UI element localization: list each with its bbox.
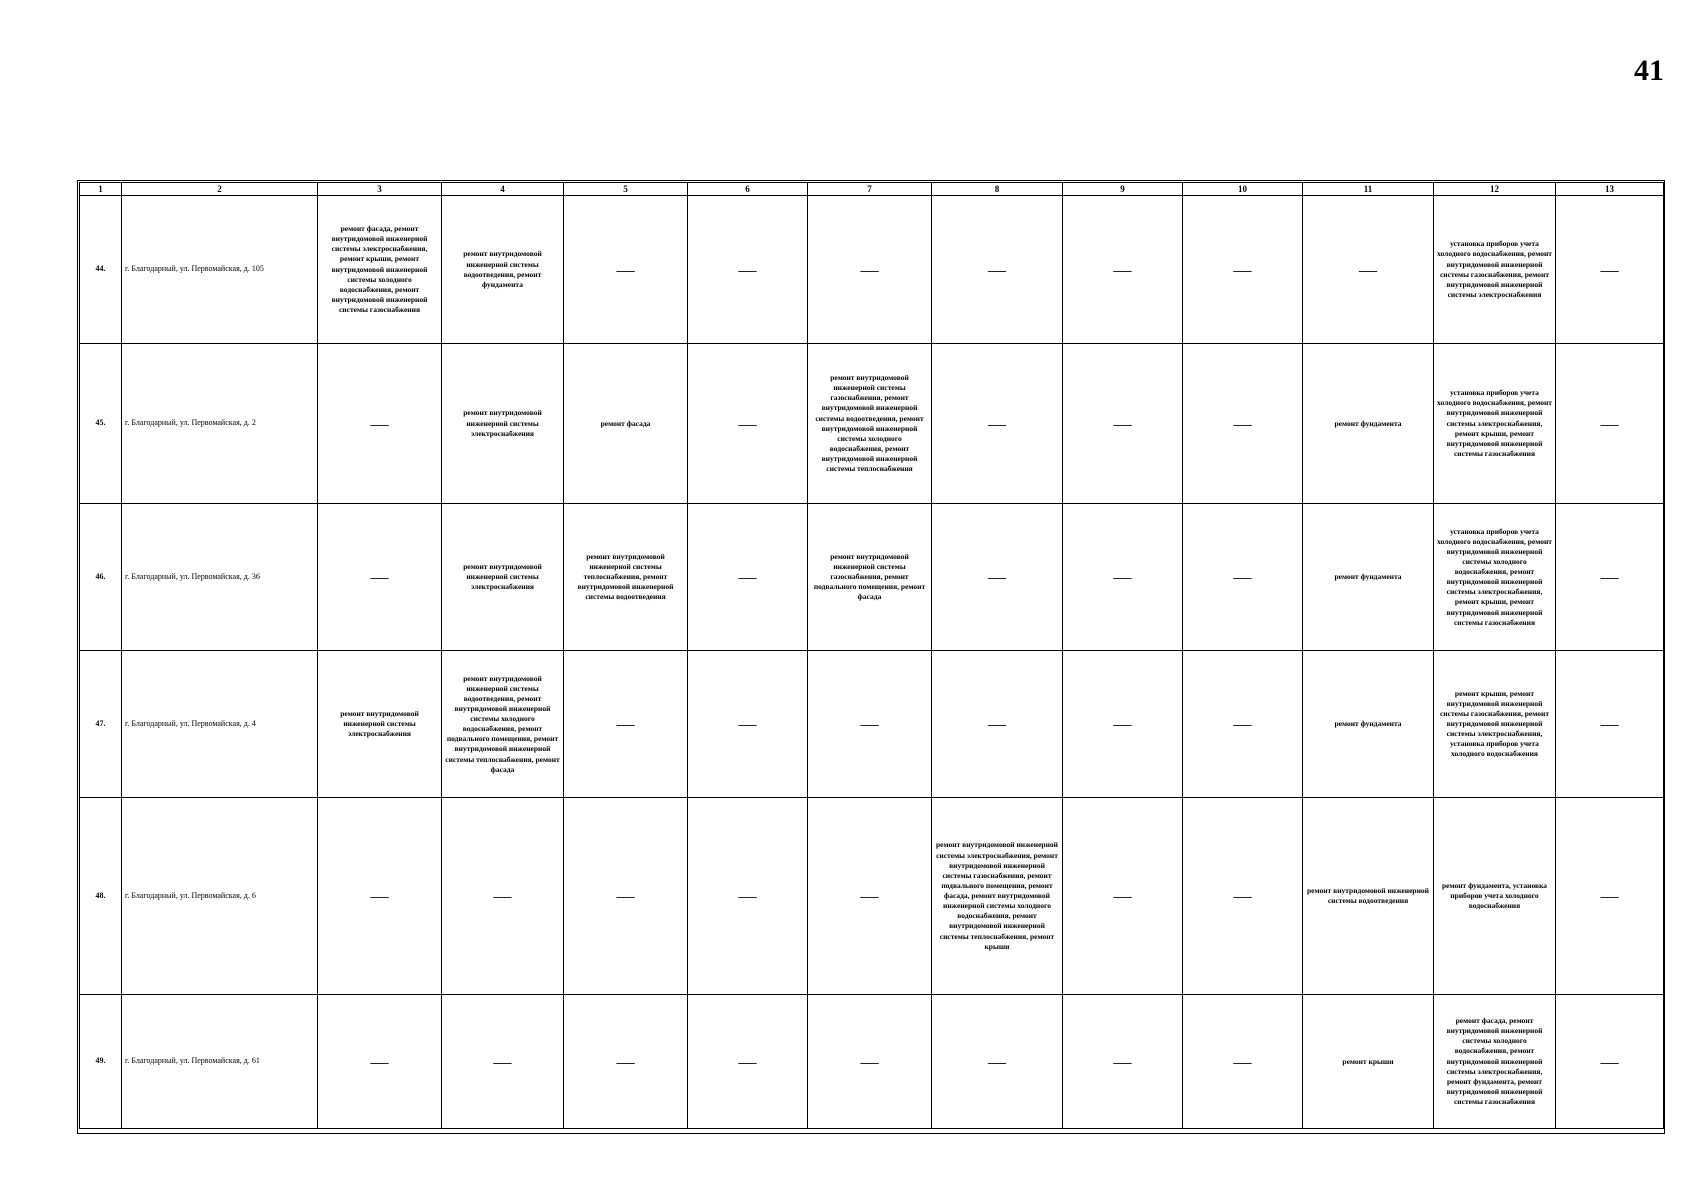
works-cell: ремонт внутридомовой инженерной системы газоснабжения, ремонт подвального помещения, ремонт фасада — [808, 504, 932, 651]
empty-dash-cell: — — [442, 798, 564, 995]
table-row — [80, 995, 1664, 1129]
row-number: 48. — [80, 798, 122, 995]
column-header: 11 — [1303, 183, 1434, 196]
empty-dash-cell: — — [564, 798, 688, 995]
table-row — [80, 651, 1664, 798]
empty-dash-cell: — — [318, 504, 442, 651]
works-cell: ремонт фасада — [564, 344, 688, 504]
empty-dash-cell: — — [932, 504, 1063, 651]
works-cell: ремонт внутридомовой инженерной системы электроснабжения — [318, 651, 442, 798]
table-row — [80, 504, 1664, 651]
empty-dash-cell: — — [1183, 995, 1303, 1129]
empty-dash-cell: — — [318, 798, 442, 995]
empty-dash-cell: — — [688, 651, 808, 798]
empty-dash-cell: — — [808, 196, 932, 344]
address-cell: г. Благодарный, ул. Первомайская, д. 4 — [122, 651, 318, 798]
table-row — [80, 344, 1664, 504]
column-header: 10 — [1183, 183, 1303, 196]
empty-dash-cell: — — [1063, 651, 1183, 798]
empty-dash-cell: — — [688, 798, 808, 995]
row-number: 49. — [80, 995, 122, 1129]
works-cell: ремонт крыши, ремонт внутридомовой инженерной системы газоснабжения, ремонт внутридомовой инженерной системы электроснабжения, установка приборов учета холодного водоснабжения — [1434, 651, 1556, 798]
works-cell: установка приборов учета холодного водоснабжения, ремонт внутридомовой инженерной системы электроснабжения, ремонт крыши, ремонт внутридомовой инженерной системы газоснабжения — [1434, 344, 1556, 504]
empty-dash-cell: — — [318, 995, 442, 1129]
column-header: 7 — [808, 183, 932, 196]
works-cell: ремонт внутридомовой инженерной системы водоотведения, ремонт внутридомовой инженерной системы холодного водоснабжения, ремонт подвального помещения, ремонт внутридомовой инженерной системы теплоснабжения, ремонт фасада — [442, 651, 564, 798]
works-cell: ремонт фасада, ремонт внутридомовой инженерной системы электроснабжения, ремонт крыши, ремонт внутридомовой инженерной системы холодного водоснабжения, ремонт внутридомовой инженерной системы газоснабжения — [318, 196, 442, 344]
column-header: 6 — [688, 183, 808, 196]
column-header: 12 — [1434, 183, 1556, 196]
empty-dash-cell: — — [1183, 504, 1303, 651]
works-cell: ремонт внутридомовой инженерной системы газоснабжения, ремонт внутридомовой инженерной системы водоотведения, ремонт внутридомовой инженерной системы холодного водоснабжения, ремонт внутридомовой инженерной системы теплоснабжения — [808, 344, 932, 504]
address-cell: г. Благодарный, ул. Первомайская, д. 6 — [122, 798, 318, 995]
address-cell: г. Благодарный, ул. Первомайская, д. 36 — [122, 504, 318, 651]
empty-dash-cell: — — [932, 651, 1063, 798]
empty-dash-cell: — — [564, 651, 688, 798]
table-row — [80, 196, 1664, 344]
empty-dash-cell: — — [564, 995, 688, 1129]
empty-dash-cell: — — [1183, 196, 1303, 344]
empty-dash-cell: — — [318, 344, 442, 504]
header-row — [80, 183, 1664, 196]
empty-dash-cell: — — [808, 651, 932, 798]
works-cell: ремонт фасада, ремонт внутридомовой инженерной системы холодного водоснабжения, ремонт внутридомовой инженерной системы электроснабжения, ремонт фундамента, ремонт внутридомовой инженерной системы газоснабжения — [1434, 995, 1556, 1129]
address-cell: г. Благодарный, ул. Первомайская, д. 61 — [122, 995, 318, 1129]
empty-dash-cell: — — [808, 995, 932, 1129]
empty-dash-cell: — — [1183, 798, 1303, 995]
works-cell: ремонт внутридомовой инженерной системы водоотведения, ремонт фундамента — [442, 196, 564, 344]
empty-dash-cell: — — [442, 995, 564, 1129]
empty-dash-cell: — — [932, 196, 1063, 344]
address-cell: г. Благодарный, ул. Первомайская, д. 2 — [122, 344, 318, 504]
works-cell: установка приборов учета холодного водоснабжения, ремонт внутридомовой инженерной системы холодного водоснабжения, ремонт внутридомовой инженерной системы электроснабжения, ремонт крыши, ремонт внутридомовой инженерной системы газоснабжения — [1434, 504, 1556, 651]
empty-dash-cell: — — [688, 995, 808, 1129]
empty-dash-cell: — — [1063, 504, 1183, 651]
empty-dash-cell: — — [688, 196, 808, 344]
row-number: 44. — [80, 196, 122, 344]
empty-dash-cell: — — [932, 995, 1063, 1129]
empty-dash-cell: — — [1556, 798, 1664, 995]
empty-dash-cell: — — [1556, 504, 1664, 651]
column-header: 1 — [80, 183, 122, 196]
empty-dash-cell: — — [1063, 344, 1183, 504]
empty-dash-cell: — — [1063, 196, 1183, 344]
empty-dash-cell: — — [688, 344, 808, 504]
column-header: 9 — [1063, 183, 1183, 196]
works-cell: ремонт внутридомовой инженерной системы водоотведения — [1303, 798, 1434, 995]
repair-table — [79, 182, 1664, 1129]
column-header: 2 — [122, 183, 318, 196]
works-cell: ремонт крыши — [1303, 995, 1434, 1129]
empty-dash-cell: — — [688, 504, 808, 651]
works-cell: ремонт фундамента — [1303, 504, 1434, 651]
empty-dash-cell: — — [564, 196, 688, 344]
row-number: 47. — [80, 651, 122, 798]
works-cell: ремонт внутридомовой инженерной системы электроснабжения, ремонт внутридомовой инженерной системы газоснабжения, ремонт подвального помещения, ремонт фасада, ремонт внутридомовой инженерной системы холодного водоснабжения, ремонт внутридомовой инженерной системы теплоснабжения, ремонт крыши — [932, 798, 1063, 995]
works-cell: ремонт фундамента — [1303, 651, 1434, 798]
address-cell: г. Благодарный, ул. Первомайская, д. 105 — [122, 196, 318, 344]
row-number: 46. — [80, 504, 122, 651]
empty-dash-cell: — — [1556, 344, 1664, 504]
row-number: 45. — [80, 344, 122, 504]
empty-dash-cell: — — [1556, 651, 1664, 798]
empty-dash-cell: — — [1556, 196, 1664, 344]
empty-dash-cell: — — [1063, 798, 1183, 995]
table-row — [80, 798, 1664, 995]
page-number: 41 — [1634, 54, 1664, 87]
works-cell: ремонт внутридомовой инженерной системы электроснабжения — [442, 504, 564, 651]
column-header: 3 — [318, 183, 442, 196]
empty-dash-cell: — — [1556, 995, 1664, 1129]
empty-dash-cell: — — [808, 798, 932, 995]
works-cell: ремонт внутридомовой инженерной системы теплоснабжения, ремонт внутридомовой инженерной системы водоотведения — [564, 504, 688, 651]
column-header: 4 — [442, 183, 564, 196]
column-header: 5 — [564, 183, 688, 196]
empty-dash-cell: — — [1183, 344, 1303, 504]
empty-dash-cell: — — [1063, 995, 1183, 1129]
works-cell: ремонт внутридомовой инженерной системы электроснабжения — [442, 344, 564, 504]
empty-dash-cell: — — [1303, 196, 1434, 344]
works-cell: установка приборов учета холодного водоснабжения, ремонт внутридомовой инженерной системы газоснабжения, ремонт внутридомовой инженерной системы электроснабжения — [1434, 196, 1556, 344]
works-cell: ремонт фундамента — [1303, 344, 1434, 504]
works-cell: ремонт фундамента, установка приборов учета холодного водоснабжения — [1434, 798, 1556, 995]
empty-dash-cell: — — [1183, 651, 1303, 798]
column-header: 8 — [932, 183, 1063, 196]
empty-dash-cell: — — [932, 344, 1063, 504]
column-header: 13 — [1556, 183, 1664, 196]
